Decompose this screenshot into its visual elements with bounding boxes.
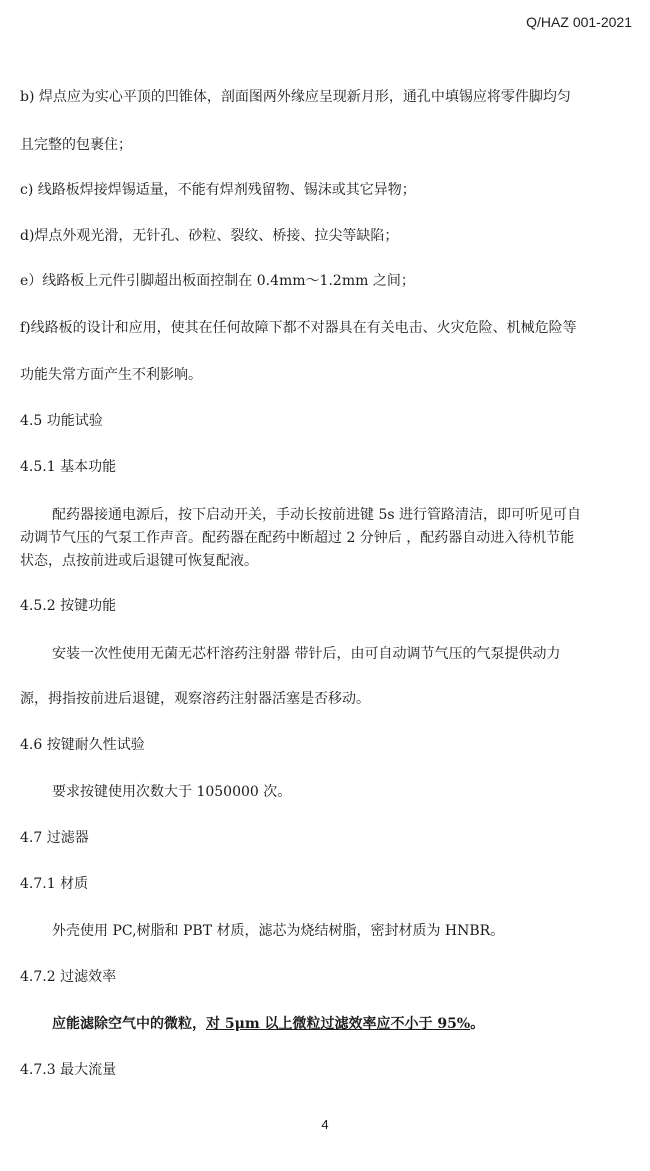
text-line: 且完整的包裹住； bbox=[20, 137, 132, 153]
subsection-heading: 4.5.2 按键功能 bbox=[20, 598, 117, 614]
subsection-heading: 4.5.1 基本功能 bbox=[20, 459, 117, 475]
paragraph-line: 安装一次性使用无菌无芯杆溶药注射器 带针后，由可自动调节气压的气泵提供动力 bbox=[52, 646, 561, 662]
page-number: 4 bbox=[321, 1117, 329, 1132]
paragraph-line: 外壳使用 PC,树脂和 PBT 材质，滤芯为烧结树脂，密封材质为 HNBR。 bbox=[52, 923, 505, 939]
paragraph-line: 动调节气压的气泵工作声音。配药器在配药中断超过 2 分钟后 ，配药器自动进入待机节能 bbox=[20, 530, 575, 546]
paragraph-line: 状态，点按前进或后退键可恢复配液。 bbox=[20, 553, 258, 569]
section-heading: 4.6 按键耐久性试验 bbox=[20, 737, 145, 753]
text-line: e）线路板上元件引脚超出板面控制在 0.4mm～1.2mm 之间； bbox=[20, 273, 415, 289]
section-heading: 4.5 功能试验 bbox=[20, 413, 103, 429]
requirement-line bbox=[52, 1016, 636, 1032]
text-line: b) 焊点应为实心平顶的凹锥体，剖面图两外缘应呈现新月形，通孔中填锡应将零件脚均匀 bbox=[20, 89, 571, 105]
text-line: c) 线路板焊接焊锡适量，不能有焊剂残留物、锡沫或其它异物； bbox=[20, 182, 416, 198]
text-line: d)焊点外观光滑，无针孔、砂粒、裂纹、桥接、拉尖等缺陷； bbox=[20, 228, 399, 244]
subsection-heading: 4.7.3 最大流量 bbox=[20, 1062, 117, 1078]
section-heading: 4.7 过滤器 bbox=[20, 830, 89, 846]
subsection-heading: 4.7.1 材质 bbox=[20, 876, 89, 892]
paragraph-line: 要求按键使用次数大于 1050000 次。 bbox=[52, 784, 292, 800]
paragraph-line: 源，拇指按前进后退键，观察溶药注射器活塞是否移动。 bbox=[20, 691, 370, 707]
requirement-end: 。 bbox=[470, 1016, 485, 1032]
paragraph-line: 配药器接通电源后，按下启动开关，手动长按前进键 5s 进行管路清洁，即可听见可自 bbox=[52, 507, 581, 523]
requirement-underlined-text: 对 5μm 以上微粒过滤效率应不小于 95% bbox=[206, 1016, 471, 1032]
text-line: 功能失常方面产生不利影响。 bbox=[20, 367, 202, 383]
document-code: Q/HAZ 001-2021 bbox=[526, 14, 632, 30]
subsection-heading: 4.7.2 过滤效率 bbox=[20, 969, 117, 985]
requirement-text: 应能滤除空气中的微粒， bbox=[52, 1016, 206, 1032]
text-line: f)线路板的设计和应用，使其在任何故障下都不对器具在有关电击、火灾危险、机械危险等 bbox=[20, 320, 577, 336]
